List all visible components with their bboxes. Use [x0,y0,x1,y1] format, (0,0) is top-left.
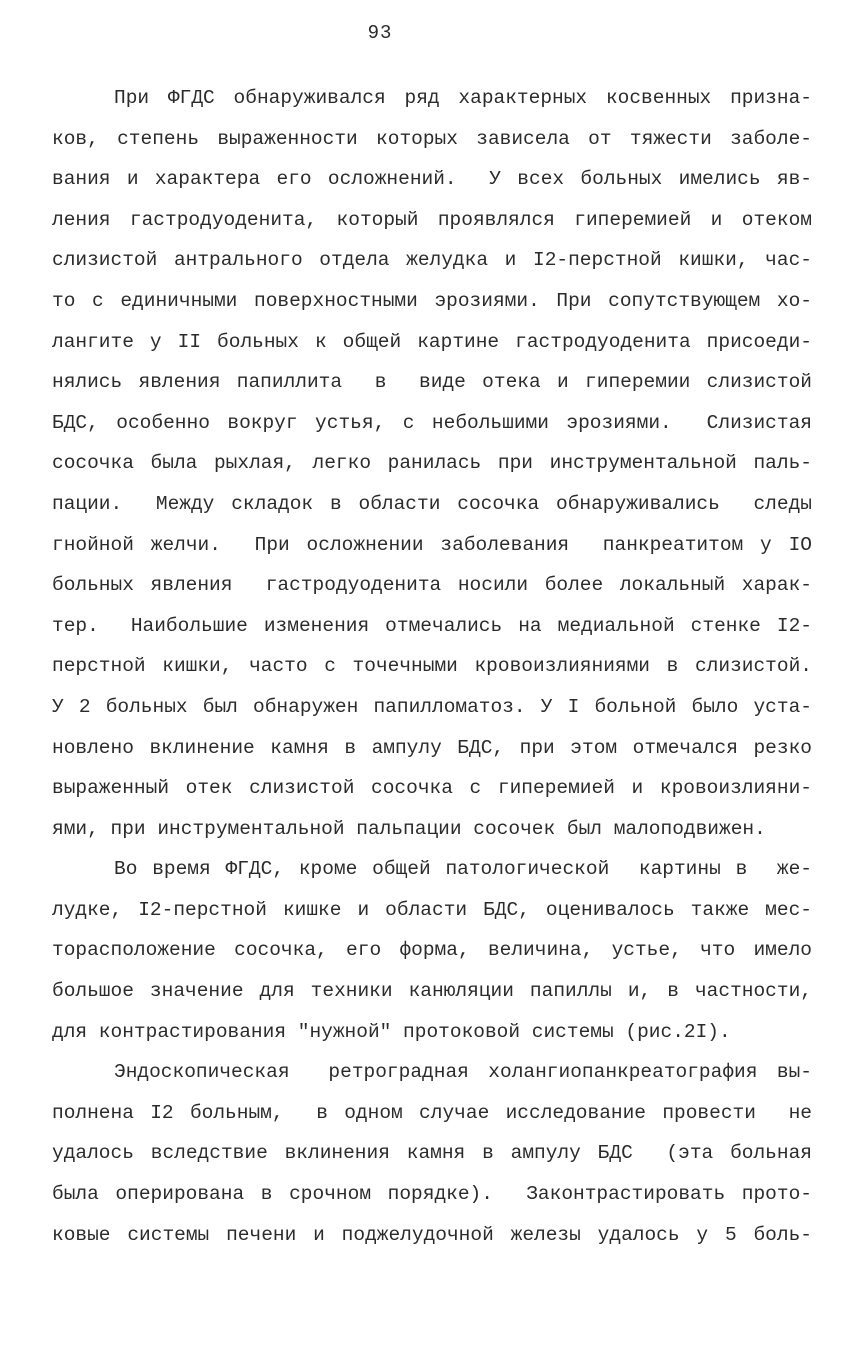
text-line: больных явления гастродуоденита носили более локальный харак- [52,574,812,597]
text-line: вания и характера его осложнений. У всех больных имелись яв- [52,168,812,191]
text-line: ления гастродуоденита, который проявлялся гиперемией и отеком [52,208,812,231]
text-line: сосочка была рыхлая, легко ранилась при инструментальной паль- [52,452,812,475]
text-line: удалось вследствие вклинения камня в ампулу БДС (эта больная [52,1142,812,1165]
text-line: перстной кишки, часто с точечными кровоизлияниями в слизистой. [52,655,812,678]
text-line: Эндоскопическая ретроградная холангиопанкреатография вы- [114,1061,812,1084]
text-line: была оперирована в срочном порядке). Законтрастировать прото- [52,1183,812,1206]
text-line: для контрастирования "нужной" протоковой системы (рис.2I). [52,1020,731,1043]
text-line: При ФГДС обнаруживался ряд характерных косвенных призна- [114,87,812,109]
text-line: ков, степень выраженности которых зависела от тяжести заболе- [52,127,812,150]
text-line: ковые системы печени и поджелудочной железы удалось у 5 боль- [52,1223,812,1246]
text-line: торасположение сосочка, его форма, величина, устье, что имело [52,939,812,962]
text-line: Во время ФГДС, кроме общей патологической картины в же- [114,858,812,881]
text-line: тер. Наибольшие изменения отмечались на медиальной стенке I2- [52,614,812,637]
text-line: нялись явления папиллита в виде отека и гиперемии слизистой [52,371,812,394]
text-line: БДС, особенно вокруг устья, с небольшими эрозиями. Слизистая [52,411,812,434]
text-line: гнойной желчи. При осложнении заболевания панкреатитом у IO [52,533,812,556]
text-line: лудке, I2-перстной кишке и области БДС, оценивалось также мес- [52,898,812,921]
text-line: У 2 больных был обнаружен папилломатоз. У I больной было уста- [52,695,812,718]
text-line: лангите у II больных к общей картине гастродуоденита присоеди- [52,330,812,353]
text-line: большое значение для техники канюляции папиллы и, в частности, [52,980,812,1003]
text-line: то с единичными поверхностными эрозиями. При сопутствующем хо- [52,289,812,312]
text-line: выраженный отек слизистой сосочка с гиперемией и кровоизлияни- [52,777,812,800]
text-line: слизистой антрального отдела желудка и I2-перстной кишки, час- [52,249,812,272]
text-line: новлено вклинение камня в ампулу БДС, при этом отмечался резко [52,736,812,759]
page-number: 93 [367,22,393,44]
text-line: пации. Между складок в области сосочка обнаруживались следы [52,492,812,515]
text-line: полнена I2 больным, в одном случае исследование провести не [52,1101,812,1124]
text-line: ями, при инструментальной пальпации сосочек был малоподвижен. [52,817,766,840]
body-text [52,78,812,1255]
